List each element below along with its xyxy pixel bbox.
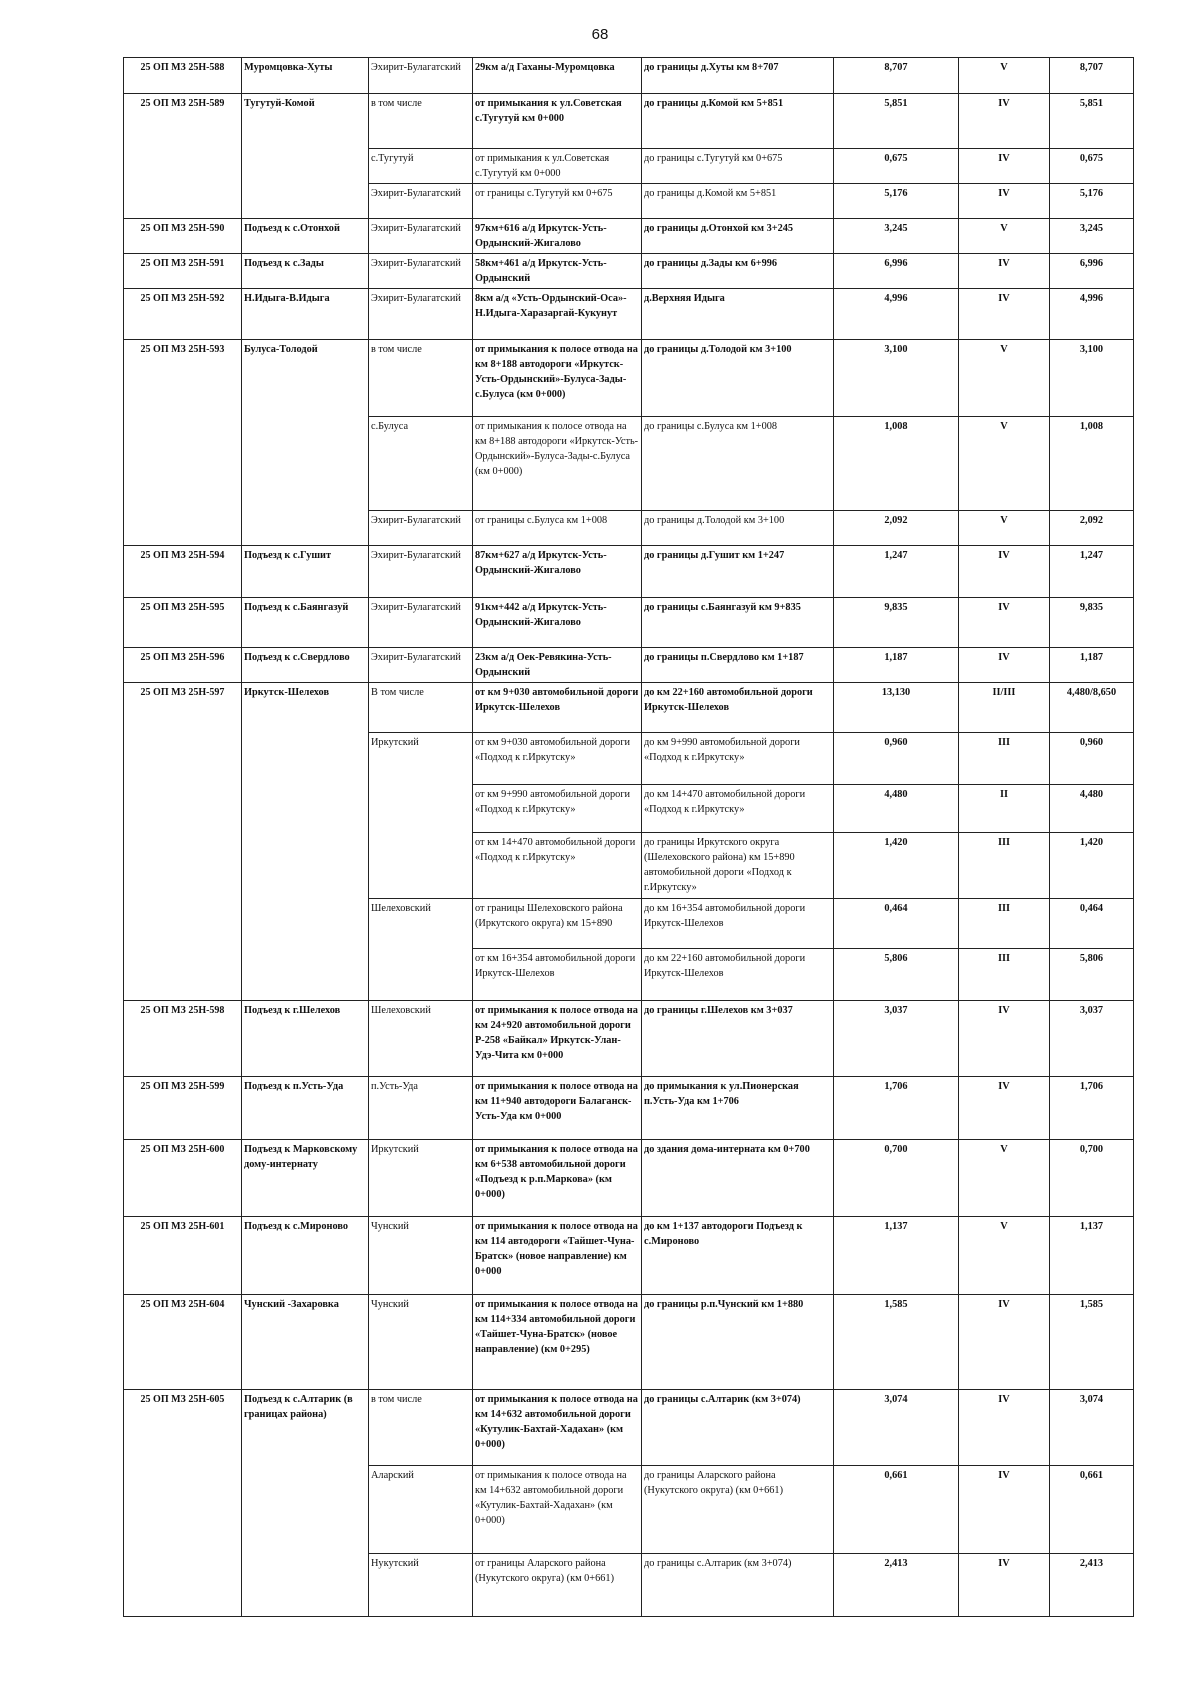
district-cell: Эхирит-Булагатский [369, 289, 473, 340]
category-cell: IV [959, 1077, 1050, 1140]
length-cell: 3,245 [834, 219, 959, 254]
table-row [124, 1001, 1134, 1077]
from-cell: от примыкания к полосе отвода на км 8+188 автодороги «Иркутск-Усть-Ордынский»-Булуса-Зады-с.Булуса (км 0+000) [473, 340, 642, 417]
road-code-cell: 25 ОП МЗ 25Н-604 [124, 1295, 242, 1390]
length-by-category-cell: 3,245 [1050, 219, 1134, 254]
category-cell: V [959, 1217, 1050, 1295]
road-code-cell: 25 ОП МЗ 25Н-600 [124, 1140, 242, 1217]
district-cell: В том числе [369, 683, 473, 733]
length-cell: 0,661 [834, 1466, 959, 1554]
from-cell: 87км+627 а/д Иркутск-Усть-Ордынский-Жигалово [473, 546, 642, 598]
length-cell: 2,092 [834, 511, 959, 546]
to-cell: до границы Иркутского округа (Шелеховского района) км 15+890 автомобильной дороги «Подход к г.Иркутску» [642, 833, 834, 899]
from-cell: 29км а/д Гаханы-Муромцовка [473, 58, 642, 94]
category-cell: IV [959, 149, 1050, 184]
length-by-category-cell: 5,851 [1050, 94, 1134, 149]
length-cell: 3,037 [834, 1001, 959, 1077]
length-cell: 1,706 [834, 1077, 959, 1140]
length-cell: 4,996 [834, 289, 959, 340]
category-cell: IV [959, 546, 1050, 598]
from-cell: от примыкания к полосе отвода на км 114+334 автомобильной дороги «Тайшет-Чуна-Братск» (новое направление) (км 0+295) [473, 1295, 642, 1390]
from-cell: 23км а/д Оек-Ревякина-Усть-Ордынский [473, 648, 642, 683]
length-by-category-cell: 1,008 [1050, 417, 1134, 511]
length-by-category-cell: 1,247 [1050, 546, 1134, 598]
category-cell: IV [959, 1466, 1050, 1554]
category-cell: IV [959, 1554, 1050, 1617]
road-name-cell: Подъезд к с.Свердлово [242, 648, 369, 683]
table-row [124, 219, 1134, 254]
to-cell: до границы г.Шелехов км 3+037 [642, 1001, 834, 1077]
to-cell: до границы с.Алтарик (км 3+074) [642, 1390, 834, 1466]
table-row [124, 254, 1134, 289]
district-cell: Чунский [369, 1217, 473, 1295]
to-cell: до границы д.Комой км 5+851 [642, 94, 834, 149]
district-cell: Иркутский [369, 733, 473, 899]
district-cell: Эхирит-Булагатский [369, 219, 473, 254]
length-cell: 0,464 [834, 899, 959, 949]
to-cell: до границы с.Алтарик (км 3+074) [642, 1554, 834, 1617]
to-cell: до км 1+137 автодороги Подъезд к с.Мироново [642, 1217, 834, 1295]
length-cell: 0,700 [834, 1140, 959, 1217]
length-by-category-cell: 0,700 [1050, 1140, 1134, 1217]
from-cell: от км 9+990 автомобильной дороги «Подход к г.Иркутску» [473, 785, 642, 833]
road-code-cell: 25 ОП МЗ 25Н-605 [124, 1390, 242, 1617]
road-code-cell: 25 ОП МЗ 25Н-591 [124, 254, 242, 289]
category-cell: IV [959, 1390, 1050, 1466]
district-cell: Аларский [369, 1466, 473, 1554]
length-by-category-cell: 1,137 [1050, 1217, 1134, 1295]
category-cell: III [959, 899, 1050, 949]
from-cell: от км 9+030 автомобильной дороги «Подход к г.Иркутску» [473, 733, 642, 785]
to-cell: до границы с.Булуса км 1+008 [642, 417, 834, 511]
category-cell: III [959, 833, 1050, 899]
to-cell: до границы с.Баянгазуй км 9+835 [642, 598, 834, 648]
from-cell: от примыкания к полосе отвода на км 11+940 автодороги Балаганск-Усть-Уда км 0+000 [473, 1077, 642, 1140]
to-cell: до границы д.Хуты км 8+707 [642, 58, 834, 94]
road-code-cell: 25 ОП МЗ 25Н-588 [124, 58, 242, 94]
from-cell: 8км а/д «Усть-Ордынский-Оса»-Н.Идыга-Харазаргай-Кукунут [473, 289, 642, 340]
length-by-category-cell: 0,661 [1050, 1466, 1134, 1554]
table-row [124, 1217, 1134, 1295]
roads-table [123, 57, 1134, 1617]
length-by-category-cell: 2,092 [1050, 511, 1134, 546]
to-cell: до км 22+160 автомобильной дороги Иркутск-Шелехов [642, 949, 834, 1001]
category-cell: V [959, 219, 1050, 254]
table-row [124, 1140, 1134, 1217]
road-name-cell: Подъезд к с.Зады [242, 254, 369, 289]
length-by-category-cell: 4,996 [1050, 289, 1134, 340]
district-cell: Эхирит-Булагатский [369, 58, 473, 94]
category-cell: IV [959, 94, 1050, 149]
category-cell: II [959, 785, 1050, 833]
category-cell: IV [959, 289, 1050, 340]
road-code-cell: 25 ОП МЗ 25Н-593 [124, 340, 242, 546]
length-cell: 9,835 [834, 598, 959, 648]
road-code-cell: 25 ОП МЗ 25Н-592 [124, 289, 242, 340]
road-code-cell: 25 ОП МЗ 25Н-598 [124, 1001, 242, 1077]
district-cell: Эхирит-Булагатский [369, 254, 473, 289]
district-cell: Шелеховский [369, 1001, 473, 1077]
district-cell: с.Булуса [369, 417, 473, 511]
road-name-cell: Муромцовка-Хуты [242, 58, 369, 94]
from-cell: 91км+442 а/д Иркутск-Усть-Ордынский-Жигалово [473, 598, 642, 648]
length-cell: 1,008 [834, 417, 959, 511]
table-row [124, 58, 1134, 94]
to-cell: до примыкания к ул.Пионерская п.Усть-Уда км 1+706 [642, 1077, 834, 1140]
category-cell: III [959, 733, 1050, 785]
from-cell: от границы Шелеховского района (Иркутского округа) км 15+890 [473, 899, 642, 949]
length-by-category-cell: 0,960 [1050, 733, 1134, 785]
length-cell: 5,806 [834, 949, 959, 1001]
to-cell: до границы с.Тугутуй км 0+675 [642, 149, 834, 184]
length-by-category-cell: 0,675 [1050, 149, 1134, 184]
length-cell: 8,707 [834, 58, 959, 94]
length-cell: 5,176 [834, 184, 959, 219]
category-cell: V [959, 511, 1050, 546]
length-by-category-cell: 5,806 [1050, 949, 1134, 1001]
to-cell: до границы р.п.Чунский км 1+880 [642, 1295, 834, 1390]
length-cell: 6,996 [834, 254, 959, 289]
length-by-category-cell: 1,420 [1050, 833, 1134, 899]
district-cell: Эхирит-Булагатский [369, 184, 473, 219]
road-name-cell: Подъезд к г.Шелехов [242, 1001, 369, 1077]
to-cell: до здания дома-интерната км 0+700 [642, 1140, 834, 1217]
from-cell: от км 16+354 автомобильной дороги Иркутск-Шелехов [473, 949, 642, 1001]
district-cell: Эхирит-Булагатский [369, 511, 473, 546]
from-cell: от примыкания к полосе отвода на км 8+188 автодороги «Иркутск-Усть-Ордынский»-Булуса-Зады-с.Булуса (км 0+000) [473, 417, 642, 511]
district-cell: Иркутский [369, 1140, 473, 1217]
from-cell: от примыкания к полосе отвода на км 114 автодороги «Тайшет-Чуна-Братск» (новое направление) км 0+000 [473, 1217, 642, 1295]
category-cell: IV [959, 648, 1050, 683]
from-cell: от примыкания к ул.Советская с.Тугутуй км 0+000 [473, 94, 642, 149]
road-code-cell: 25 ОП МЗ 25Н-589 [124, 94, 242, 219]
district-cell: Эхирит-Булагатский [369, 648, 473, 683]
length-by-category-cell: 1,187 [1050, 648, 1134, 683]
length-cell: 1,585 [834, 1295, 959, 1390]
length-cell: 1,137 [834, 1217, 959, 1295]
table-row [124, 1077, 1134, 1140]
length-by-category-cell: 2,413 [1050, 1554, 1134, 1617]
table-row [124, 340, 1134, 417]
length-by-category-cell: 3,100 [1050, 340, 1134, 417]
length-cell: 0,960 [834, 733, 959, 785]
road-name-cell: Подъезд к п.Усть-Уда [242, 1077, 369, 1140]
page-number: 68 [591, 26, 609, 43]
to-cell: до границы д.Комой км 5+851 [642, 184, 834, 219]
district-cell: Эхирит-Булагатский [369, 598, 473, 648]
length-cell: 2,413 [834, 1554, 959, 1617]
road-name-cell: Иркутск-Шелехов [242, 683, 369, 1001]
length-by-category-cell: 6,996 [1050, 254, 1134, 289]
district-cell: в том числе [369, 1390, 473, 1466]
from-cell: от границы с.Булуса км 1+008 [473, 511, 642, 546]
length-cell: 0,675 [834, 149, 959, 184]
road-code-cell: 25 ОП МЗ 25Н-594 [124, 546, 242, 598]
table-row [124, 598, 1134, 648]
from-cell: от примыкания к полосе отвода на км 24+920 автомобильной дороги Р-258 «Байкал» Иркутск-Улан-Удэ-Чита км 0+000 [473, 1001, 642, 1077]
from-cell: от км 14+470 автомобильной дороги «Подход к г.Иркутску» [473, 833, 642, 899]
road-name-cell: Н.Идыга-В.Идыга [242, 289, 369, 340]
length-by-category-cell: 3,074 [1050, 1390, 1134, 1466]
table-row [124, 289, 1134, 340]
to-cell: до км 22+160 автомобильной дороги Иркутск-Шелехов [642, 683, 834, 733]
length-cell: 1,420 [834, 833, 959, 899]
road-code-cell: 25 ОП МЗ 25Н-596 [124, 648, 242, 683]
length-cell: 1,187 [834, 648, 959, 683]
from-cell: от примыкания к полосе отвода на км 6+538 автомобильной дороги «Подъезд к р.п.Маркова» (км 0+000) [473, 1140, 642, 1217]
from-cell: 58км+461 а/д Иркутск-Усть-Ордынский [473, 254, 642, 289]
district-cell: п.Усть-Уда [369, 1077, 473, 1140]
category-cell: IV [959, 254, 1050, 289]
road-code-cell: 25 ОП МЗ 25Н-597 [124, 683, 242, 1001]
category-cell: V [959, 58, 1050, 94]
length-cell: 3,100 [834, 340, 959, 417]
district-cell: Чунский [369, 1295, 473, 1390]
road-code-cell: 25 ОП МЗ 25Н-590 [124, 219, 242, 254]
category-cell: V [959, 340, 1050, 417]
to-cell: до границы д.Зады км 6+996 [642, 254, 834, 289]
length-by-category-cell: 8,707 [1050, 58, 1134, 94]
from-cell: от км 9+030 автомобильной дороги Иркутск-Шелехов [473, 683, 642, 733]
table-row [124, 94, 1134, 149]
to-cell: до км 14+470 автомобильной дороги «Подход к г.Иркутску» [642, 785, 834, 833]
category-cell: II/III [959, 683, 1050, 733]
table-row [124, 1390, 1134, 1466]
district-cell: Эхирит-Булагатский [369, 546, 473, 598]
length-cell: 5,851 [834, 94, 959, 149]
length-by-category-cell: 0,464 [1050, 899, 1134, 949]
road-name-cell: Подъезд к с.Отонхой [242, 219, 369, 254]
to-cell: до км 16+354 автомобильной дороги Иркутск-Шелехов [642, 899, 834, 949]
length-cell: 4,480 [834, 785, 959, 833]
length-by-category-cell: 4,480 [1050, 785, 1134, 833]
category-cell: IV [959, 184, 1050, 219]
category-cell: IV [959, 598, 1050, 648]
to-cell: до границы п.Свердлово км 1+187 [642, 648, 834, 683]
length-by-category-cell: 3,037 [1050, 1001, 1134, 1077]
length-by-category-cell: 5,176 [1050, 184, 1134, 219]
from-cell: от границы с.Тугутуй км 0+675 [473, 184, 642, 219]
from-cell: от примыкания к ул.Советская с.Тугутуй км 0+000 [473, 149, 642, 184]
to-cell: до границы д.Отонхой км 3+245 [642, 219, 834, 254]
length-by-category-cell: 9,835 [1050, 598, 1134, 648]
road-name-cell: Подъезд к с.Баянгазуй [242, 598, 369, 648]
district-cell: Нукутский [369, 1554, 473, 1617]
road-code-cell: 25 ОП МЗ 25Н-595 [124, 598, 242, 648]
road-name-cell: Чунский -Захаровка [242, 1295, 369, 1390]
category-cell: IV [959, 1001, 1050, 1077]
district-cell: Шелеховский [369, 899, 473, 1001]
length-by-category-cell: 1,706 [1050, 1077, 1134, 1140]
road-name-cell: Тугутуй-Комой [242, 94, 369, 219]
length-cell: 1,247 [834, 546, 959, 598]
district-cell: с.Тугутуй [369, 149, 473, 184]
district-cell: в том числе [369, 340, 473, 417]
road-name-cell: Подъезд к Марковскому дому-интернату [242, 1140, 369, 1217]
to-cell: до границы Аларского района (Нукутского округа) (км 0+661) [642, 1466, 834, 1554]
category-cell: IV [959, 1295, 1050, 1390]
from-cell: 97км+616 а/д Иркутск-Усть-Ордынский-Жигалово [473, 219, 642, 254]
length-cell: 13,130 [834, 683, 959, 733]
road-code-cell: 25 ОП МЗ 25Н-599 [124, 1077, 242, 1140]
from-cell: от примыкания к полосе отвода на км 14+632 автомобильной дороги «Кутулик-Бахтай-Хадахан» (км 0+000) [473, 1390, 642, 1466]
table-row [124, 1295, 1134, 1390]
district-cell: в том числе [369, 94, 473, 149]
length-by-category-cell: 1,585 [1050, 1295, 1134, 1390]
table-row [124, 546, 1134, 598]
from-cell: от примыкания к полосе отвода на км 14+632 автомобильной дороги «Кутулик-Бахтай-Хадахан» (км 0+000) [473, 1466, 642, 1554]
from-cell: от границы Аларского района (Нукутского округа) (км 0+661) [473, 1554, 642, 1617]
category-cell: V [959, 417, 1050, 511]
category-cell: V [959, 1140, 1050, 1217]
to-cell: до границы д.Гушит км 1+247 [642, 546, 834, 598]
table-row [124, 648, 1134, 683]
to-cell: до границы д.Толодой км 3+100 [642, 340, 834, 417]
road-name-cell: Подъезд к с.Алтарик (в границах района) [242, 1390, 369, 1617]
road-name-cell: Подъезд к с.Гушит [242, 546, 369, 598]
category-cell: III [959, 949, 1050, 1001]
length-cell: 3,074 [834, 1390, 959, 1466]
road-name-cell: Подъезд к с.Мироново [242, 1217, 369, 1295]
to-cell: д.Верхняя Идыга [642, 289, 834, 340]
to-cell: до границы д.Толодой км 3+100 [642, 511, 834, 546]
road-name-cell: Булуса-Толодой [242, 340, 369, 546]
road-code-cell: 25 ОП МЗ 25Н-601 [124, 1217, 242, 1295]
length-by-category-cell: 4,480/8,650 [1050, 683, 1134, 733]
table-row [124, 683, 1134, 733]
to-cell: до км 9+990 автомобильной дороги «Подход к г.Иркутску» [642, 733, 834, 785]
